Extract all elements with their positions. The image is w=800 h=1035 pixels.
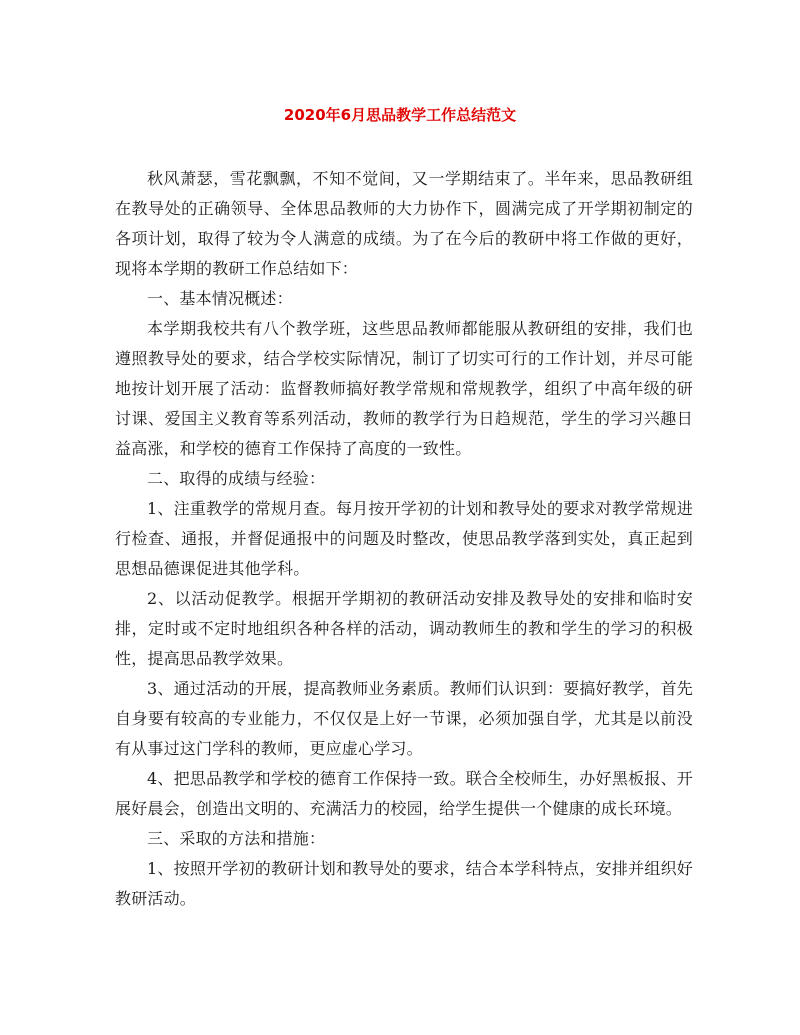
document-title: 2020年6月思品教学工作总结范文	[283, 106, 517, 124]
paragraph-overview: 本学期我校共有八个教学班，这些思品教师都能服从教研组的安排，我们也遵照教导处的要求，结合学校实际情况，制订了切实可行的工作计划，并尽可能地按计划开展了活动：监督教师搞好教学常规和常规教学，组织了中高年级的研讨课、爱国主义教育等系列活动，教师的教学行为日趋规范，学生的学习兴趣日益高涨，和学校的德育工作保持了高度的一致性。	[115, 319, 693, 458]
paragraph-point-1: 1、注重教学的常规月查。每月按开学初的计划和教导处的要求对教学常规进行检查、通报，并督促通报中的问题及时整改，使思品教学落到实处，真正起到思想品德课促进其他学科。	[115, 499, 693, 578]
paragraph-point-2: 2、以活动促教学。根据开学期初的教研活动安排及教导处的安排和临时安排，定时或不定时地组织各种各样的活动，调动教师生的教和学生的学习的积极性，提高思品教学效果。	[115, 589, 693, 668]
paragraph-point-3: 3、通过活动的开展，提高教师业务素质。教师们认识到：要搞好教学，首先自身要有较高的专业能力，不仅仅是上好一节课，必须加强自学，尤其是以前没有从事过这门学科的教师，更应虚心学习。	[115, 679, 693, 758]
paragraph-measure-1: 1、按照开学初的教研计划和教导处的要求，结合本学科特点，安排并组织好教研活动。	[115, 859, 693, 908]
paragraph-point-4: 4、把思品教学和学校的德育工作保持一致。联合全校师生，办好黑板报、开展好晨会，创造出文明的、充满活力的校园，给学生提供一个健康的成长环境。	[115, 769, 693, 818]
paragraph-intro: 秋风萧瑟，雪花飘飘，不知不觉间，又一学期结束了。半年来，思品教研组在教导处的正确领导、全体思品教师的大力协作下，圆满完成了开学期初制定的各项计划，取得了较为令人满意的成绩。为了在今后的教研中将工作做的更好，现将本学期的教研工作总结如下：	[115, 169, 693, 278]
section-heading-3: 三、采取的方法和措施：	[147, 829, 326, 848]
document-body	[115, 164, 693, 914]
section-heading-1: 一、基本情况概述：	[147, 289, 293, 308]
section-heading-2: 二、取得的成绩与经验：	[147, 469, 326, 488]
